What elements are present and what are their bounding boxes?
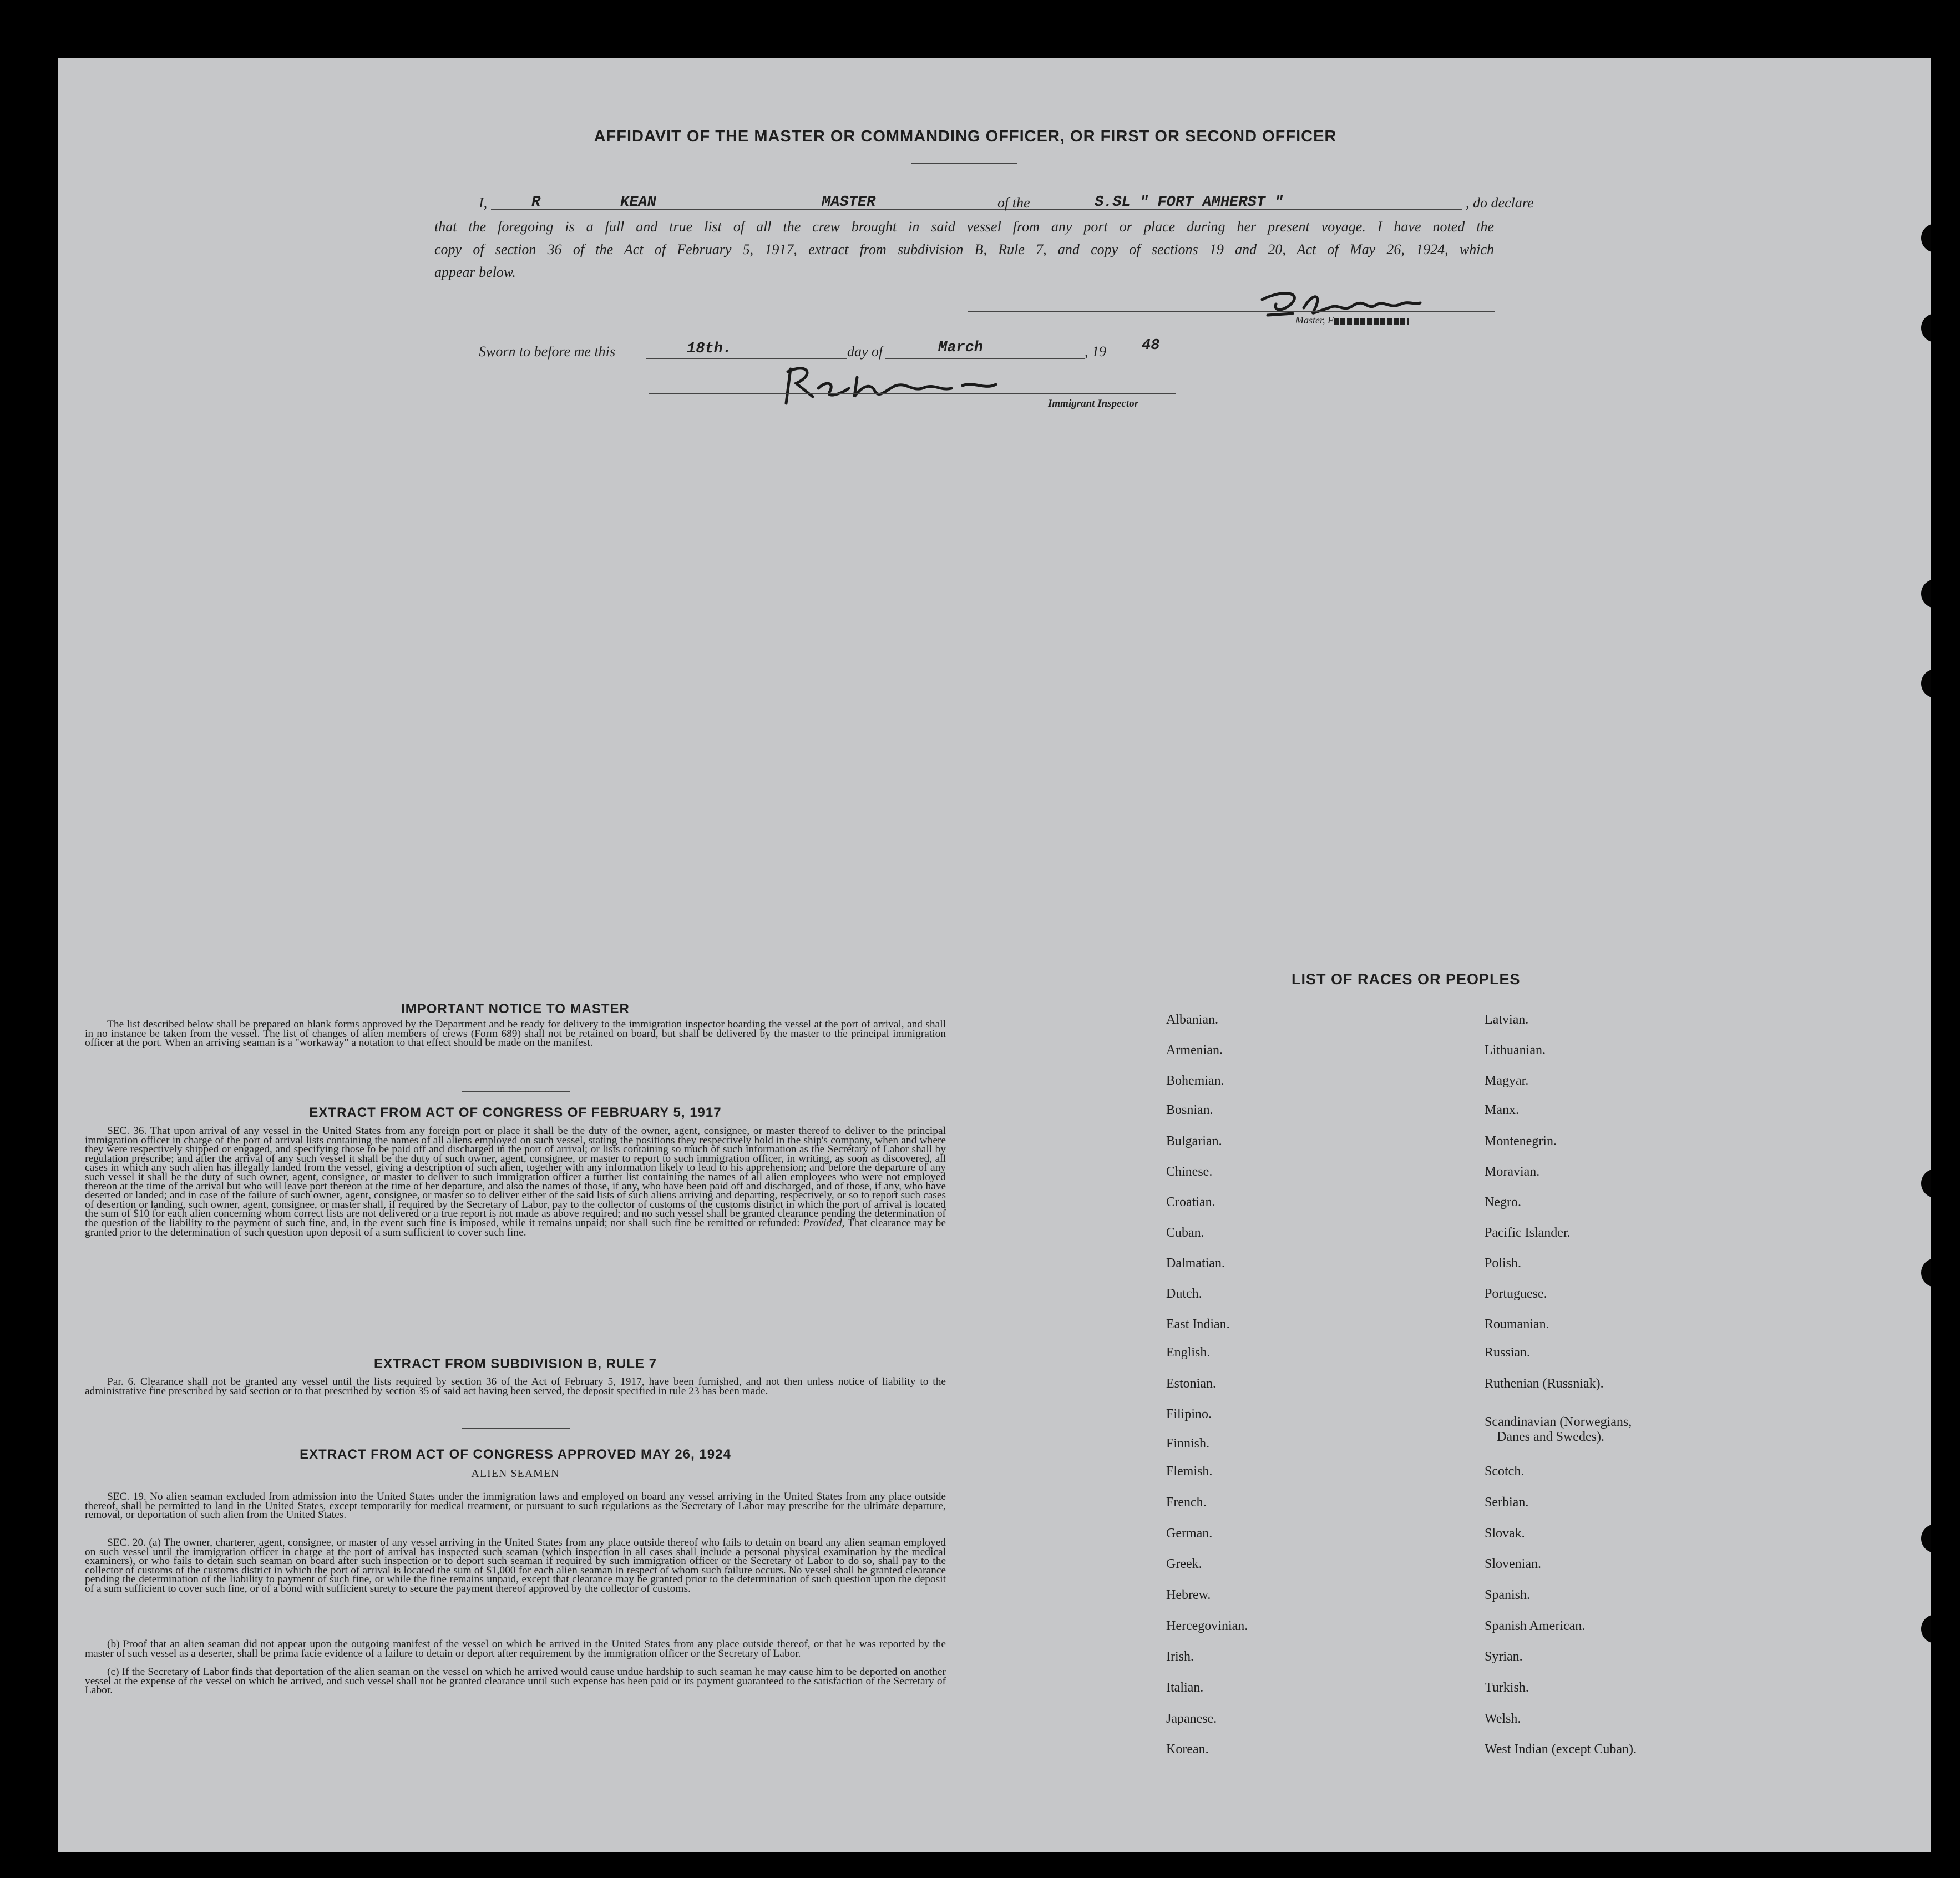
race-item: Montenegrin. [1485, 1134, 1557, 1148]
binder-hole [1921, 1524, 1931, 1553]
inspector-signature [774, 358, 1029, 408]
affidavit-first-line [479, 191, 1561, 214]
race-item: Hercegovinian. [1166, 1619, 1248, 1633]
race-item: Lithuanian. [1485, 1043, 1546, 1057]
binder-hole [1921, 1169, 1931, 1198]
struck-out-text [1334, 318, 1409, 325]
race-item: German. [1166, 1526, 1213, 1541]
sec20a-text: SEC. 20. (a) The owner, charterer, agent, consignee, or master of any vessel arriving in the United States from any place outside thereof who fails to detain on board any alien seaman employed on such vessel until the immigration officer in charge at the port of arrival has inspected such seaman (which inspection in all cases shall include a personal physical examination by the medical examiners), or who fails to detain such seaman on board after such inspection or to deport such seaman if required by such immigration officer or the Secretary of Labor to do so, shall pay to the collector of customs of the customs district in which the port of arrival is located the sum of $1,000 for each alien seaman in respect of whom such failure occurs. No vessel shall be granted clearance pending the determination of the liability to payment of such fine, or while the fine remains unpaid, except that clearance may be granted prior to the determination of such question upon the deposit of a sum sufficient to cover such fine, or of a bond with sufficient surety to secure the payment thereof approved by the collector of customs. [85, 1537, 946, 1594]
rank-value: MASTER [822, 194, 876, 211]
i-label: I, [479, 195, 488, 211]
master-caption-text: Master, F [1295, 315, 1334, 326]
section-divider [462, 1091, 570, 1092]
inspector-caption: Immigrant Inspector [1048, 398, 1139, 409]
inspector-signature-line [649, 393, 1176, 394]
race-item: French. [1166, 1495, 1207, 1510]
race-item: Japanese. [1166, 1712, 1217, 1726]
race-item: Roumanian. [1485, 1317, 1549, 1332]
sworn-month: March [938, 340, 984, 356]
binder-hole [1921, 579, 1931, 608]
race-item: Russian. [1485, 1345, 1531, 1360]
sec20b-text: (b) Proof that an alien seaman did not appear upon the outgoing manifest of the vessel on which he arrived in the United States from any place outside thereof, or that he was reported by the master of such vessel as a deserter, shall be prima facie evidence of a failure to detain or deport after requirement by the immigration officer or the Secretary of Labor. [85, 1638, 946, 1659]
race-item: Hebrew. [1166, 1588, 1211, 1602]
year-prefix: , 19 [1085, 343, 1106, 360]
race-item: Scotch. [1485, 1464, 1525, 1479]
race-item: Italian. [1166, 1680, 1204, 1695]
sworn-day: 18th. [687, 341, 732, 357]
document-page [58, 58, 1931, 1852]
alien-seamen-subheading: ALIEN SEAMEN [471, 1467, 560, 1480]
vessel-name: S.SL " FORT AMHERST " [1095, 194, 1284, 211]
rule7-text: Par. 6. Clearance shall not be granted any vessel until the lists required by section 36 of the Act of February 5, 1917, have been furnished, and not then unless notice of liability to the administrative fine prescribed by said section or to that prescribed by section 35 of said act having been served, the deposit specified in rule 23 has been made. [85, 1376, 946, 1397]
affidavit-title: AFFIDAVIT OF THE MASTER OR COMMANDING OFFICER, OR FIRST OR SECOND OFFICER [594, 128, 1337, 145]
master-signature-line [968, 311, 1495, 312]
race-item: Danes and Swedes). [1497, 1430, 1604, 1444]
race-item: Estonian. [1166, 1376, 1216, 1391]
extract-1917-body: SEC. 36. That upon arrival of any vessel in the United States from any foreign port or place it shall be the duty of the owner, agent, consignee, or master thereof to deliver to the principal immigration officer in charge of the port of arrival lists containing the names of all aliens employed on such vessel, stating the positions they respectively hold in the ship's company, when and where they were respectively shipped or engaged, and specifying those to be paid off and discharged in the port of arrival; or lists containing so much of such information as the Secretary of Labor shall by regulation prescribe; and after the arrival of any such vessel it shall be the duty of such owner, agent, consignee, or master to report to such immigration officer, in writing, as soon as discovered, all cases in which any such alien has illegally landed from the vessel, giving a description of such alien, together with any information likely to lead to his apprehension; and before the departure of any such vessel it shall be the duty of such owner, agent, consignee, or master to deliver to such immigration officer a further list containing the names of all alien employees who were not employed thereon at the time of the arrival but who will leave port thereon at the time of her departure, and also the names of those, if any, who have been paid off and discharged, and of those, if any, who have deserted or landed; and in case of the failure of such owner, agent, consignee, or master so to deliver either of the said lists of such aliens arriving and departing, respectively, or so to report such cases of desertion or landing, such owner, agent, consignee, or master shall, if required by the Secretary of Labor, pay to the collector of customs of the customs district in which the port of arrival is located the sum of $10 for each alien concerning whom correct lists are not delivered or a true report is not made as above required; and no such vessel shall be granted clearance pending the determination of the question of the liability to the payment of such fine, and, in the event such fine is imposed, while it remains unpaid; nor shall such fine be remitted or refunded: [85, 1125, 946, 1229]
race-item: Chinese. [1166, 1165, 1213, 1179]
race-item: Polish. [1485, 1256, 1522, 1270]
race-item: Bulgarian. [1166, 1134, 1222, 1148]
year-suffix: 48 [1142, 337, 1160, 354]
race-item: Turkish. [1485, 1680, 1529, 1695]
sworn-label: Sworn to before me this [479, 343, 616, 360]
race-item: Scandinavian (Norwegians, [1485, 1415, 1632, 1429]
race-item: Croatian. [1166, 1195, 1215, 1209]
race-item: Serbian. [1485, 1495, 1529, 1510]
race-item: Finnish. [1166, 1436, 1210, 1451]
race-item: Latvian. [1485, 1013, 1529, 1027]
binder-hole [1921, 224, 1931, 252]
race-item: Dalmatian. [1166, 1256, 1225, 1270]
race-item: Filipino. [1166, 1407, 1212, 1421]
race-item: Dutch. [1166, 1287, 1202, 1301]
race-item: English. [1166, 1345, 1211, 1360]
declaration-line-1: that the foregoing is a full and true list of all the crew brought in said vessel from any port or place during her present voyage. I have noted the [434, 219, 1494, 235]
race-item: Flemish. [1166, 1464, 1213, 1479]
race-item: Pacific Islander. [1485, 1226, 1571, 1240]
race-item: Magyar. [1485, 1074, 1529, 1088]
declaration-line-3: appear below. [434, 264, 516, 280]
extract-1917-text [85, 1127, 946, 1237]
of-the-label: of the [997, 195, 1030, 211]
sec20c-text: (c) If the Secretary of Labor finds that deportation of the alien seaman on the vessel on which he arrived would cause undue hardship to such seaman he may cause him to be deported on another vessel at the expense of the vessel on which he arrived, and such vessel shall not be granted clearance until such expense has been paid or its payment guaranteed to the satisfaction of the Secretary of Labor. [85, 1666, 946, 1697]
day-of-label: day of [847, 343, 883, 360]
race-item: Negro. [1485, 1195, 1521, 1209]
race-item: Welsh. [1485, 1712, 1521, 1726]
race-item: Armenian. [1166, 1043, 1223, 1057]
name-surname: KEAN [620, 194, 656, 211]
race-item: Albanian. [1166, 1013, 1218, 1027]
race-item: Greek. [1166, 1557, 1202, 1571]
race-item: East Indian. [1166, 1317, 1230, 1332]
section-divider [462, 1428, 570, 1429]
binder-hole [1921, 1258, 1931, 1287]
declaration-line-2: copy of section 36 of the Act of February 5, 1917, extract from subdivision B, Rule 7, and copy of sections 19 and 20, Act of May 26, 1924, which [434, 241, 1494, 257]
master-caption [1295, 315, 1409, 326]
races-heading: LIST OF RACES OR PEOPLES [1292, 971, 1521, 988]
race-item: Cuban. [1166, 1226, 1204, 1240]
extract-1917-tail: That clearance may be granted prior to the determination of such question upon deposit of a sum sufficient to cover such fine. [85, 1217, 946, 1238]
do-declare-label: , do declare [1466, 195, 1534, 211]
race-item: Spanish American. [1485, 1619, 1586, 1633]
race-item: Moravian. [1485, 1165, 1540, 1179]
race-item: Spanish. [1485, 1588, 1531, 1602]
race-item: Syrian. [1485, 1649, 1523, 1664]
notice-text: The list described below shall be prepared on blank forms approved by the Department and be ready for delivery to the immigration inspector boarding the vessel at the port of arrival, and shall in no instance be taken from the vessel. The list of changes of alien members of crews (Form 689) shall not be retained on board, but shall be delivered by the master to the principal immigration officer at the port. When an arriving seaman is a "workaway" a notation to that effect should be made on the manifest. [85, 1019, 946, 1049]
race-item: Ruthenian (Russniak). [1485, 1376, 1604, 1391]
race-item: Manx. [1485, 1103, 1519, 1117]
race-item: Slovak. [1485, 1526, 1525, 1541]
name-initial: R [531, 194, 541, 211]
title-divider [911, 163, 1017, 164]
race-item: Slovenian. [1485, 1557, 1541, 1571]
extract-1924-heading: EXTRACT FROM ACT OF CONGRESS APPROVED MAY 26, 1924 [300, 1447, 731, 1462]
rule7-heading: EXTRACT FROM SUBDIVISION B, RULE 7 [373, 1356, 657, 1371]
extract-1917-heading: EXTRACT FROM ACT OF CONGRESS OF FEBRUARY 5, 1917 [309, 1105, 722, 1120]
race-item: Irish. [1166, 1649, 1194, 1664]
notice-heading: IMPORTANT NOTICE TO MASTER [401, 1001, 630, 1016]
proviso-word: Provided, [803, 1217, 845, 1229]
binder-hole [1921, 1614, 1931, 1643]
sec19-text: SEC. 19. No alien seaman excluded from admission into the United States under the immigration laws and employed on board any vessel arriving in the United States from any place outside thereof, shall be permitted to land in the United States, except temporarily for medical treatment, or pursuant to such regulations as the Secretary of Labor may prescribe for the ultimate departure, removal, or deportation of such alien from the United States. [85, 1491, 946, 1521]
binder-hole [1921, 669, 1931, 698]
race-item: Portuguese. [1485, 1287, 1547, 1301]
race-item: Korean. [1166, 1742, 1209, 1756]
race-item: Bohemian. [1166, 1074, 1224, 1088]
binder-hole [1921, 313, 1931, 342]
race-item: Bosnian. [1166, 1103, 1213, 1117]
race-item: West Indian (except Cuban). [1485, 1742, 1637, 1756]
